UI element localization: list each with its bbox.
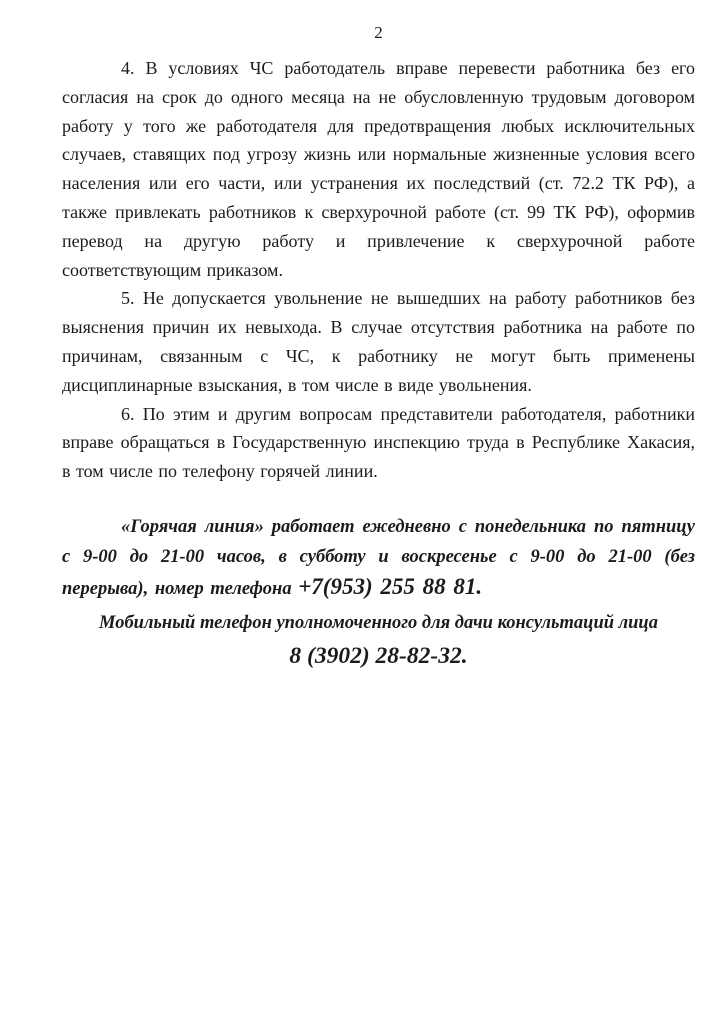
hotline-intro-text: «Горячая линия» работает ежедневно с понедельника по пятницу с 9-00 до 21-00 часов, в субботу и воскресенье с 9-00 до 21-00 (без перерыва), номер телефона [62,516,695,599]
hotline-phone-number: +7(953) 255 88 81. [298,573,483,599]
mobile-phone-number: 8 (3902) 28-82-32. [289,642,468,669]
page-number: 2 [374,23,383,42]
paragraph-item-6: 6. По этим и другим вопросам представители работодателя, работники вправе обращаться в Государственную инспекцию труда в Республике Хакасия, в том числе по телефону горячей линии. [62,403,695,482]
mobile-phone-label: Мобильный телефон уполномоченного для дачи консультаций лица [99,612,658,633]
hotline-paragraph [62,512,695,604]
paragraph-item-4: 4. В условиях ЧС работодатель вправе перевести работника без его согласия на срок до одного месяца на не обусловленную трудовым договором работу у того же работодателя для предотвращения любых исключительных случаев, ставящих под угрозу жизнь или нормальные жизненные условия всего населения или его части, или устранения их последствий (ст. 72.2 ТК РФ), а также привлекать работников к сверхурочной работе (ст. 99 ТК РФ), оформив перевод на другую работу и привлечение к сверхурочной работе соответствующим приказом. [62,58,695,280]
paragraph-item-5: 5. Не допускается увольнение не вышедших на работу работников без выяснения причин их невыхода. В случае отсутствия работника на работе по причинам, связанным с ЧС, к работнику не могут быть применены дисциплинарные взыскания, в том числе в виде увольнения. [62,288,695,395]
